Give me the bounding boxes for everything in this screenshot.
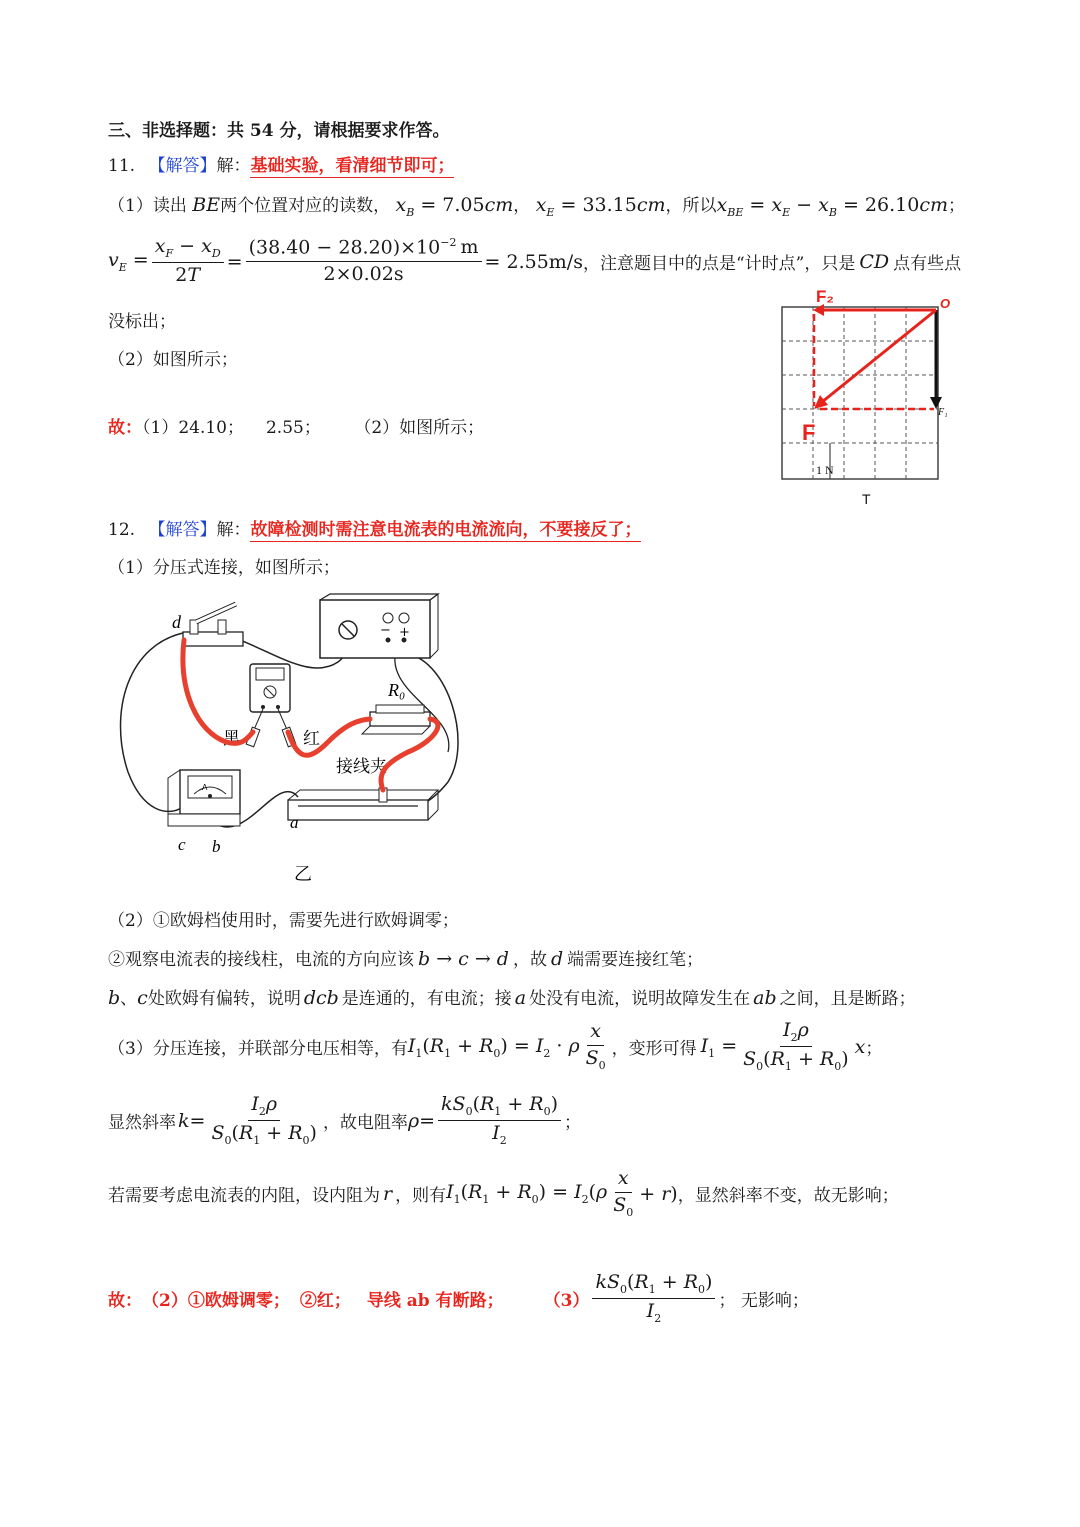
q12-p4-c: c <box>137 987 148 1009</box>
q11-header <box>108 151 454 176</box>
q11-xbe-value: = 26.10 <box>842 194 920 216</box>
svg-text:−: − <box>380 623 391 638</box>
q12-p2: （2）①欧姆档使用时，需要先进行欧姆调零； <box>108 911 459 931</box>
q12-answer-2: （2）①欧姆调零； <box>142 1291 290 1312</box>
q11-ve-den: 2×0.02s <box>323 263 404 286</box>
q11-xe-value: = 33.15 <box>560 194 637 216</box>
q11-note-cd: CD <box>859 250 890 273</box>
q11-hint: 基础实验，看清细节即可； <box>250 156 455 176</box>
ammeter-icon <box>168 770 240 826</box>
q11-answer <box>108 413 484 438</box>
wire-board-icon <box>288 788 438 820</box>
label-d: d <box>172 612 181 632</box>
q12-p4-sep: 、 <box>120 989 138 1009</box>
label-clip: 接线夹 <box>336 757 387 777</box>
q12-p3-c: ，故 <box>512 950 547 970</box>
q11-suoyi: ，所以 <box>665 196 717 216</box>
q11-answer-2: 2.55； <box>265 418 321 438</box>
label-r0: R₀ <box>388 680 406 700</box>
q12-p4-j: 之间，且是断路； <box>779 989 916 1009</box>
q11-ve-exp: −2 <box>440 236 457 250</box>
q12-answer-ab: 导线 ab 有断路； <box>366 1291 504 1312</box>
q11-p2: （2）如图所示； <box>108 350 238 370</box>
power-supply-icon <box>320 594 438 658</box>
q11-p1-mid: 两个位置对应的读数， <box>220 196 391 216</box>
q12-answer-3: （3） <box>543 1291 590 1312</box>
q12-p6: 显然斜率 k = $\frac{I_2\rho}{S_0(R_1 + R_0)}$ ，故电阻率 ρ = $\frac{kS_0(R_1 + R_0)}{I_2}$ ； <box>108 1093 582 1148</box>
q12-answer-red: ②红； <box>299 1291 351 1312</box>
q11-be: BE <box>192 194 221 216</box>
q12-p4-f: 是连通的，有电流；接 <box>341 989 512 1009</box>
q12-answer-tail: ； 无影响； <box>718 1291 809 1312</box>
label-1n: 1 N <box>816 463 834 477</box>
q12-hint: 故障检测时需注意电流表的电流流向，不要接反了； <box>250 520 642 540</box>
q11-answer-3: （2）如图所示； <box>362 418 485 438</box>
q11-answer-label: 故： <box>108 418 142 438</box>
q11-answer-tag: 【解答】 <box>148 156 217 176</box>
q12-p5-a: （3）分压连接，并联部分电压相等，有 <box>108 1039 408 1060</box>
q12-p6-b: ，故电阻率 <box>322 1113 408 1134</box>
q12-p5: （3）分压连接，并联部分电压相等，有 $I_1(R_1 + R_0) = I_2 \cdot \rho$ $\frac{x}{S_0}$ ，变形可得 $I_1$ = $\frac{I_2\rho}{S_0(R_1 + R_0)}$ x ； <box>108 1019 883 1074</box>
q11-unit: cm <box>636 194 666 216</box>
q11-note-b: 点有些点 <box>893 254 962 275</box>
force-diagram <box>770 282 970 512</box>
q12-p3 <box>108 945 703 970</box>
q12-answer-tag: 【解答】 <box>148 520 217 540</box>
label-f1: F₁ <box>938 407 948 418</box>
section-title: 三、非选择题：共 54 分，请根据要求作答。 <box>108 121 450 141</box>
switch-icon <box>183 604 243 646</box>
label-a: a <box>290 813 299 832</box>
q12-p7: 若需要考虑电流表的内阻，设内阻为 r ，则有 $I_1(R_1 + R_0) = I_2(\rho$ $\frac{x}{S_0}$ + r) ，显然斜率不变，故无影响； <box>108 1167 899 1219</box>
circuit-diagram <box>108 592 488 892</box>
q11-line3: 没标出； <box>108 312 176 332</box>
q12-number: 12. <box>108 520 136 540</box>
q12-p6-a: 显然斜率 <box>108 1113 176 1134</box>
q11-p1-prefix: （1）读出 <box>108 196 187 216</box>
q11-ve-unit: m <box>460 236 479 259</box>
q12-p4-d: 处欧姆有偏转，说明 <box>147 989 301 1009</box>
q12-jie: 解： <box>216 520 251 540</box>
q11-unit: cm <box>484 194 514 216</box>
svg-text:+: + <box>399 625 410 640</box>
q11-note-a: ，注意题目中的点是“计时点”，只是 <box>582 254 856 275</box>
q11-jie: 解： <box>216 156 251 176</box>
q11-velocity-formula: $v_E$ = $\frac{x_F - x_D}{2T}$ = $\frac{(38.40 - 28.20)\times 10^{-2} m}{2\times 0.02s}$ = 2.55m/s ，注意题目中的点是“计时点”，只是 CD 点有些点 <box>108 235 962 287</box>
label-b: b <box>212 837 221 856</box>
q12-p7-r: r <box>383 1182 393 1205</box>
q11-ve-numerator: (38.40 − 28.20)×10 <box>248 236 441 259</box>
q12-p4 <box>108 984 916 1009</box>
q12-p5-b: ，变形可得 <box>611 1039 697 1060</box>
label-red: 红 <box>303 729 320 749</box>
q12-p1: （1）分压式连接，如图所示； <box>108 558 340 578</box>
q12-p4-h: 处没有电流，说明故障发生在 <box>529 989 751 1009</box>
q11-line1: （1）读出 BE两个位置对应的读数， $x_B = 7.05cm$， $x_E = 33.15cm$，所以$x_{BE} = x_E - x_B = 26.10cm$； <box>108 194 965 219</box>
fig-caption-t: T <box>862 491 871 507</box>
q12-p4-a: a <box>514 987 527 1009</box>
q12-p7-c: ，显然斜率不变，故无影响； <box>677 1186 899 1207</box>
q11-answer-1: （1）24.10； <box>142 418 244 438</box>
label-ammeter-a: A <box>202 783 208 792</box>
q12-p4-dcb: dcb <box>303 987 339 1009</box>
q12-p4-ab: ab <box>753 987 777 1009</box>
q11-unit: cm <box>919 194 948 216</box>
q11-ve-result: = 2.55m/s <box>484 250 583 273</box>
label-o: O <box>940 296 951 311</box>
label-f: F <box>802 420 816 445</box>
q12-p3-d: d <box>550 948 564 970</box>
label-f2: F₂ <box>816 287 834 306</box>
q12-p3-a: ②观察电流表的接线柱，电流的方向应该 <box>108 950 414 970</box>
q12-p3-e: 端需要连接红笔； <box>567 950 704 970</box>
q12-p3-current-direction: b → c → d <box>418 948 509 970</box>
q12-answer: 故： （2）①欧姆调零； ②红； 导线 ab 有断路； （3） $\frac{kS_0(R_1 + R_0)}{I_2}$ ； 无影响； <box>108 1271 809 1326</box>
q12-header <box>108 515 641 540</box>
q11-xb-value: = 7.05 <box>420 194 485 216</box>
label-c: c <box>178 835 186 854</box>
q11-number: 11. <box>108 156 136 176</box>
q12-p7-a: 若需要考虑电流表的内阻，设内阻为 <box>108 1186 380 1207</box>
q12-p4-b: b <box>108 987 121 1009</box>
fig-caption-yi: 乙 <box>294 864 312 885</box>
q12-answer-label: 故： <box>108 1291 142 1312</box>
label-black: 黑 <box>223 729 240 749</box>
q12-p7-b: ，则有 <box>395 1186 447 1207</box>
